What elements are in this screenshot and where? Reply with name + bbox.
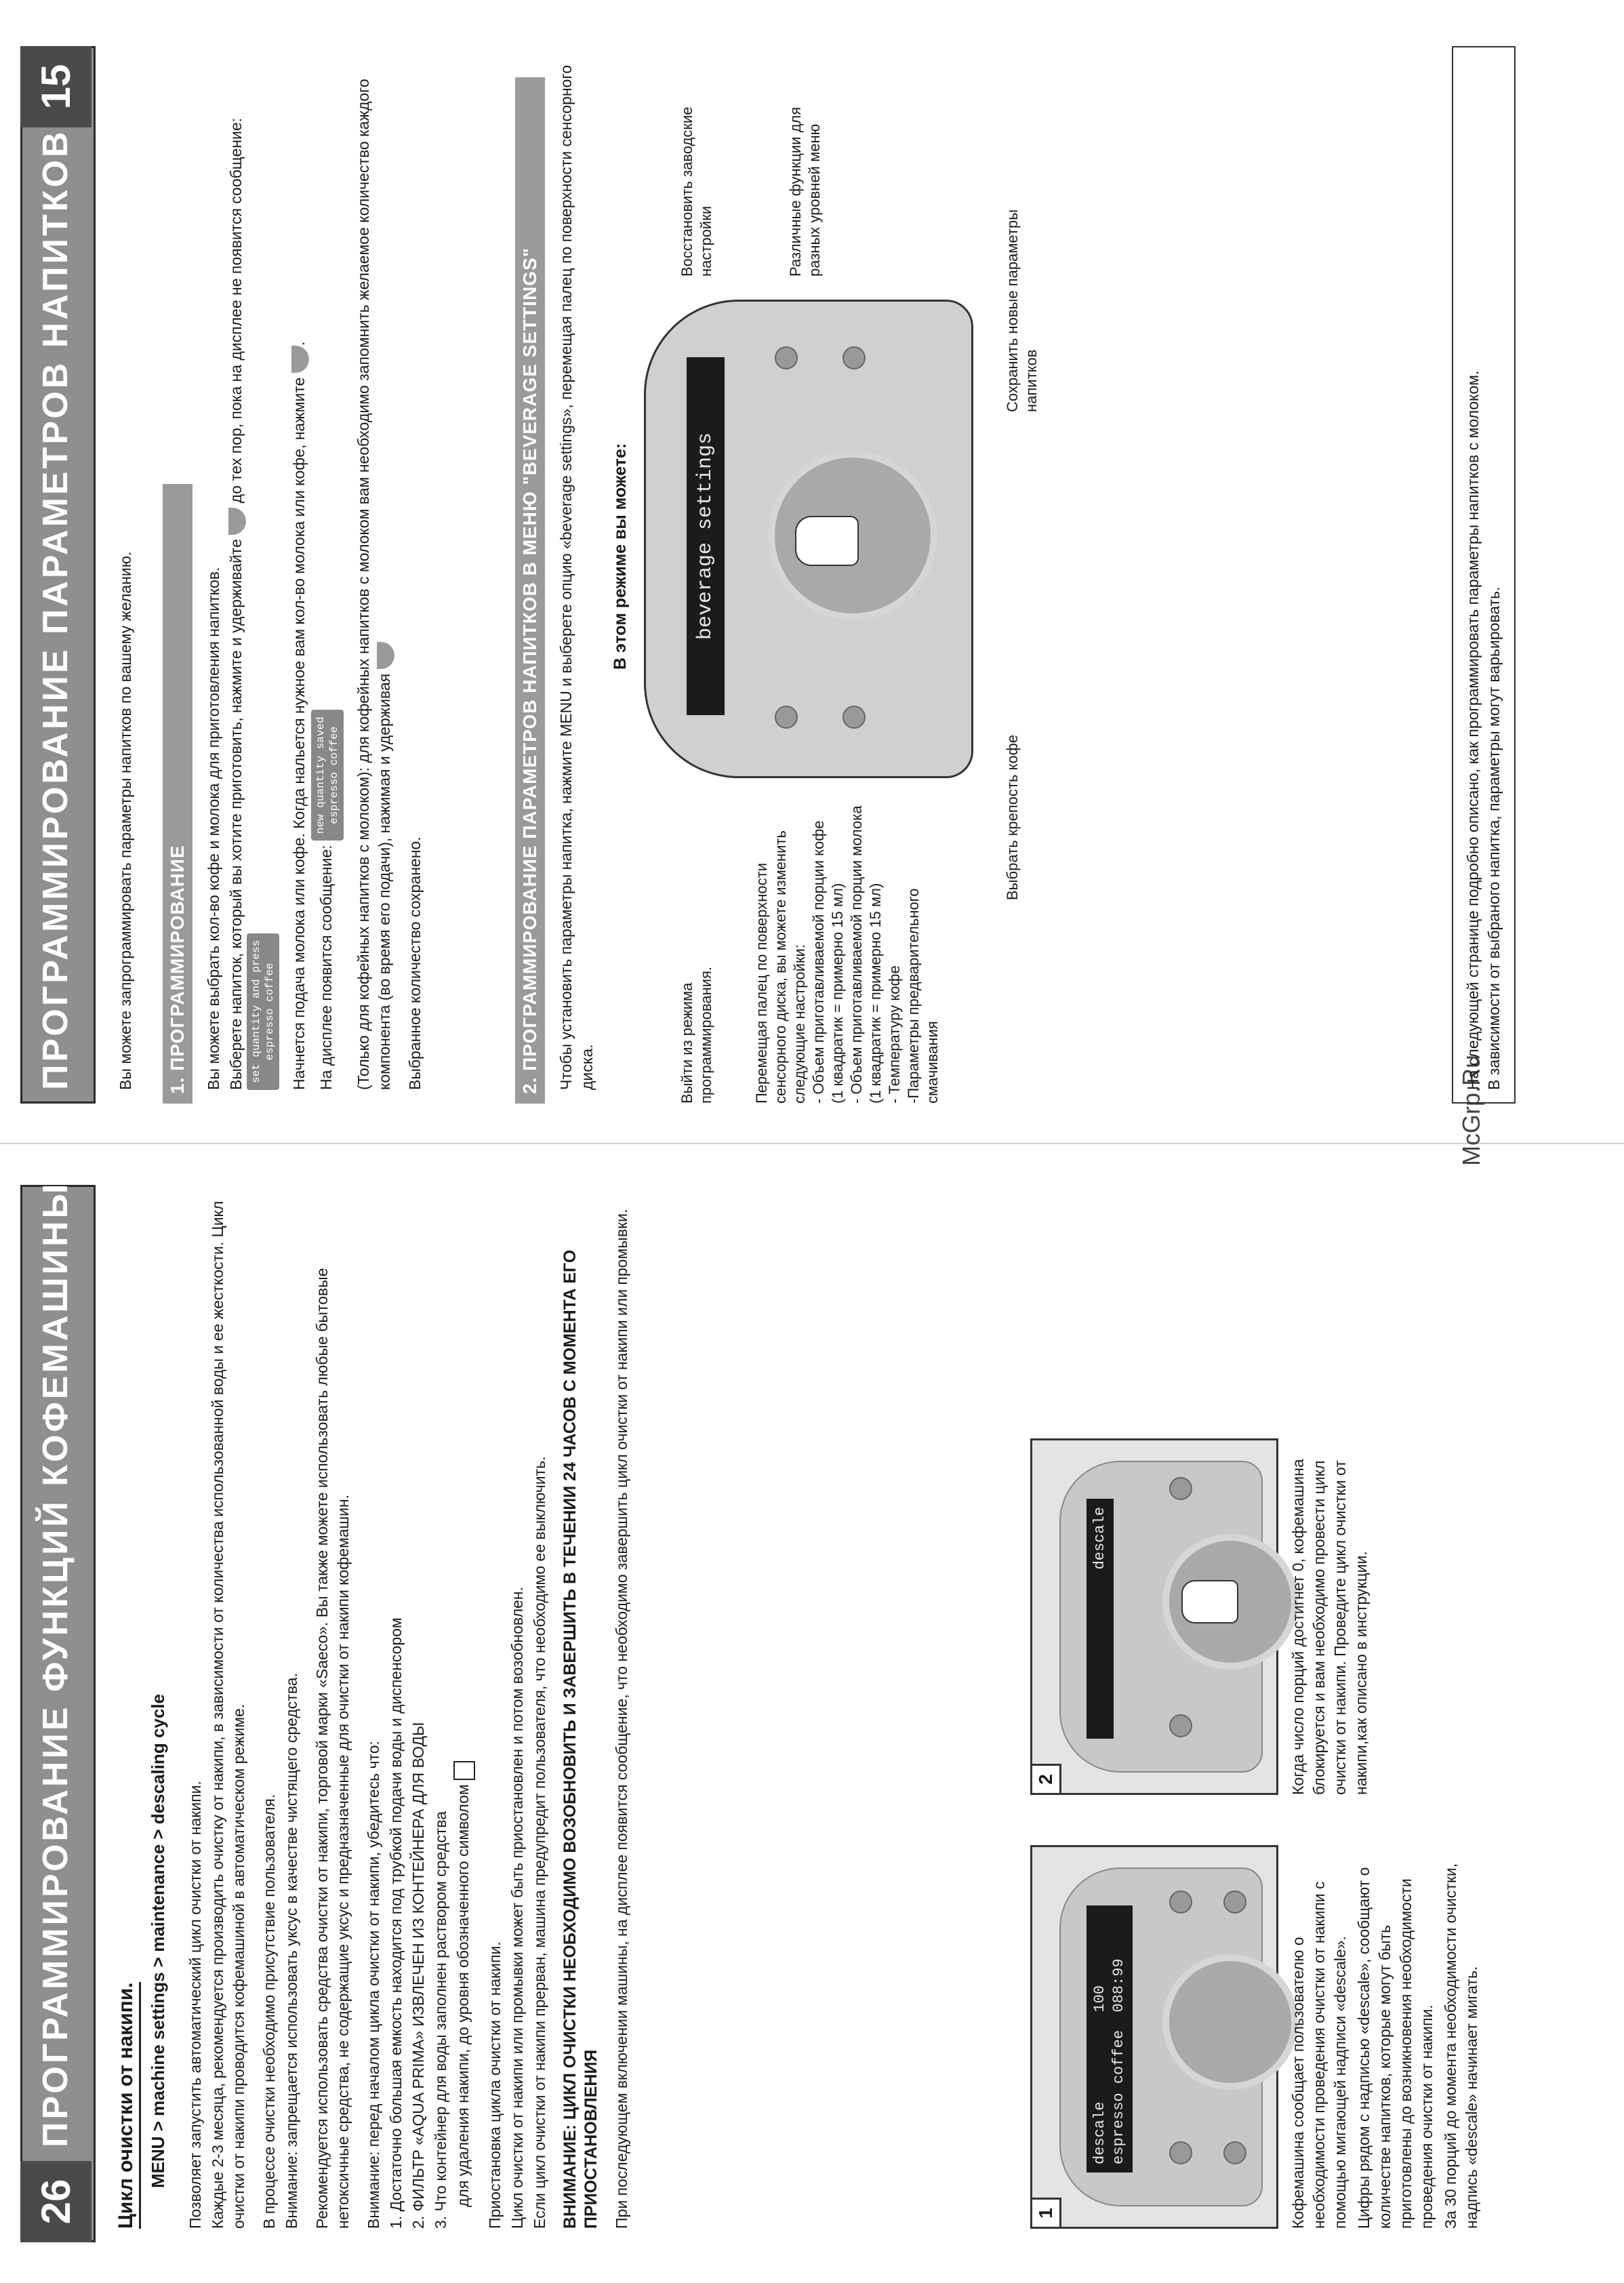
- sec1-line: Вы можете выбрать кол-во кофе и молока для приготовления напитков.: [205, 567, 222, 1090]
- display-screen: [1087, 1499, 1114, 1739]
- descaling-section: [115, 1185, 642, 2229]
- cup-icon: [228, 508, 246, 535]
- sec1-line: Выбранное количество сохранено.: [406, 836, 424, 1090]
- display-message: [311, 710, 344, 841]
- sec1-line: Выберете напиток, который вы хотите приготовить, нажмите и удерживайте до тех пор, пока на дисплее не появится сообщение: set quantity and press espresso coffee: [226, 46, 279, 1090]
- display-line-2: espresso coffee 088:99: [1110, 1958, 1127, 2164]
- callout-exit: Выйти из режима программирования.: [678, 966, 714, 1104]
- display-line-1: descale: [1091, 1507, 1108, 1570]
- section-2-title: 2. ПРОГРАММИРОВАНИЕ ПАРАМЕТРОВ НАПИТКОВ В МЕНЮ "BEVERAGE SETTINGS": [515, 77, 545, 1104]
- panel-button: [1169, 1891, 1192, 1914]
- caption-line: Кофемашина сообщает пользователю о необходимости проведения очистки от накипи с помощью мигающей надписи «descale».: [1289, 1881, 1349, 2229]
- panel-button: [1223, 1891, 1246, 1914]
- callout-strength: Выбрать крепость кофе: [1004, 734, 1021, 900]
- sec1-line: На дисплее появится сообщение: new quantity saved espresso coffee: [311, 46, 344, 1090]
- presence-line-1: В процессе очистки необходимо присутствие пользователя.: [260, 1794, 278, 2229]
- section-2-body: [556, 46, 607, 1090]
- figure-1-caption: [1288, 1849, 1492, 2229]
- pointing-hand-icon: [1181, 1580, 1238, 1623]
- caption-line: Когда число порций достигнет 0, кофемашина блокируется и вам необходимо провести цикл очистки от накипи. Проведите цикл очистки от накипи,как описано в инструкции.: [1289, 1459, 1370, 1795]
- mode-title: В этом режиме вы можете:: [611, 443, 630, 670]
- checklist-item-3: 3. Что контейнер для воды заполнен раствором средства: [432, 1811, 449, 2229]
- caption-line: Цифры рядом с надписью «descale», сообщают о количестве напитков, которые могут быть приготовлены до возникновения необходимости проведения очистки от накипи.: [1355, 1867, 1436, 2229]
- pause-line-2: Цикл очистки от накипи или промывки может быть приостановлен и потом возобновлен.: [508, 1587, 526, 2229]
- panel-button: [1169, 1714, 1192, 1737]
- section-1-body: [203, 46, 435, 1090]
- page-number: 15: [20, 46, 92, 127]
- figure-2: [1030, 1438, 1278, 1795]
- pause-line-3: Если цикл очистки от накипи прерван, машина предупредит пользователя, что необходимо ее выключить.: [530, 1456, 548, 2229]
- note-box: [1452, 46, 1516, 1104]
- presence-line-2: Внимание: запрещается использовать уксус в качестве чистящего средства.: [283, 1673, 300, 2229]
- page-26: [0, 1158, 1624, 2269]
- panel-button: [1169, 2141, 1192, 2164]
- panel-button: [1169, 1477, 1192, 1500]
- warning-text: ВНИМАНИЕ: ЦИКЛ ОЧИСТКИ НЕОБХОДИМО ВОЗОБНОВИТЬ И ЗАВЕРШИТЬ В ТЕЧЕНИИ 24 ЧАСОВ С МОМЕНТА ЕГО ПРИОСТАНОВЛЕНИЯ: [560, 1249, 601, 2229]
- callout-restore: Восстановить заводские настройки: [678, 106, 714, 277]
- cup-icon: [377, 642, 394, 669]
- page-number: 26: [20, 2161, 92, 2242]
- strength-button[interactable]: [843, 706, 866, 729]
- callout-finger: [752, 805, 942, 1104]
- attention-text: Внимание: перед началом цикла очистки от накипи, убедитесь что:: [365, 1741, 382, 2229]
- beverage-settings-diagram: [644, 300, 973, 778]
- intro-line-2: Каждые 2-3 месяца, рекомендуется производить очистку от накипи, в зависимости от количества использованной воды и ее жесткости. Цикл очистки от накипи проводится кофемашиной в автоматическом режиме.: [209, 1200, 247, 2229]
- display-line-1: set quantity and press: [250, 940, 262, 1083]
- sec2-line: Чтобы установить параметры напитка, нажмите MENU и выберете опцию «beverage settings», перемещая палец по поверхности сенсорного диска.: [557, 64, 596, 1090]
- callout-line: (1 квадратик = примерно 15 мл): [829, 883, 846, 1104]
- page-15: [0, 19, 1624, 1131]
- display-line-2: espresso coffee: [264, 963, 276, 1061]
- checklist-item-3-cont: для удаления накипи, до уровня обозначенного символом: [453, 1185, 475, 2229]
- display-line-1: descale 100: [1091, 1985, 1108, 2164]
- page-header-title: ПРОГРАММИРОВАНИЕ ПАРАМЕТРОВ НАПИТКОВ: [36, 129, 75, 1090]
- display-screen: beverage settings: [687, 357, 725, 715]
- callout-line: - Объем приготавливаемой порции кофе: [810, 820, 827, 1104]
- callout-line: - Температуру кофе: [886, 965, 903, 1104]
- display-line-2: espresso coffee: [328, 726, 340, 824]
- note-line: В зависимости от выбраного напитка, параметры могут варьировать.: [1485, 586, 1503, 1090]
- callout-line: -Параметры предварительного смачивания: [905, 888, 941, 1104]
- display-line-1: new quantity saved: [314, 716, 327, 834]
- display-message: [247, 933, 279, 1090]
- callout-save: Сохранить новые параметры напитков: [1004, 209, 1040, 412]
- touch-dial: [1162, 1954, 1298, 2090]
- water-level-icon: [453, 1761, 475, 1780]
- note-line: На следующей странице подробно описано, как программировать параметры напитков с молоком.: [1464, 370, 1482, 1090]
- page-header-title: ПРОГРАММИРОВАНИЕ ФУНКЦИЙ КОФЕМАШИНЫ: [36, 1181, 75, 2147]
- figure-2-caption: [1288, 1442, 1381, 1795]
- intro-line: Вы можете запрограммировать параметры напитков по вашему желанию.: [117, 551, 134, 1090]
- callout-line: (1 квадратик = примерно 15 мл): [867, 883, 884, 1104]
- callout-line: Перемещая палец по поверхности сенсорного диска, вы можете изменить следующие настройки:: [753, 830, 808, 1104]
- menu-path: MENU > machine settings > maintenance > descaling cycle: [148, 1693, 168, 2188]
- section-title: Цикл очистки от накипи.: [115, 1185, 141, 2229]
- figure-number: 2: [1030, 1764, 1061, 1795]
- resume-text: При последующем включении машины, на дисплее появится сообщение, что необходимо завершить цикл очистки от накипи или промывки.: [612, 1209, 630, 2229]
- checklist-item-1: 1. Достаточно большая емкость находится под трубкой подачи воды и диспенсором: [387, 1617, 405, 2229]
- caption-line: За 30 порций до момента необходимости очистки, надпись «descale» начинает мигать.: [1442, 1863, 1480, 2229]
- recommend-text: Рекомендуется использовать средства очистки от накипи, торговой марки «Saeco». Вы также можете использовать любые бытовые нетоксичные средства, не содержащие уксус и предназначенные для очистки от накипи кофемашин.: [313, 1268, 352, 2229]
- figure-1: [1030, 1845, 1278, 2229]
- figure-number: 1: [1030, 2198, 1061, 2229]
- sec1-line: (Только для кофейных напитков с молоком): для кофейных напитков с молоком вам необходимо запомнить желаемое количество каждого компонента (во время его подачи), нажимая и удерживая: [354, 79, 393, 1090]
- section-1-title: 1. ПРОГРАММИРОВАНИЕ: [163, 484, 192, 1104]
- callout-functions: Различные функции для разных уровней меню: [787, 106, 823, 277]
- pointing-hand-icon: [795, 516, 859, 566]
- watermark: McGrp.Ru: [1457, 1054, 1485, 1166]
- panel-button: [1223, 2141, 1246, 2164]
- restore-button[interactable]: [775, 346, 798, 369]
- checklist-item-2: 2. ФИЛЬТР «AQUA PRIMA» ИЗВЛЕЧЕН ИЗ КОНТЕЙНЕРА ДЛЯ ВОДЫ: [409, 1722, 427, 2229]
- exit-button[interactable]: [775, 706, 798, 729]
- display-screen: [1087, 1905, 1133, 2173]
- page-divider: [0, 1143, 1624, 1144]
- sec1-line: Начнется подача молока или кофе. Когда нальется нужное вам кол-во молока или кофе, нажмите .: [290, 341, 308, 1090]
- intro-line-1: Позволяет запустить автоматический цикл очистки от накипи.: [186, 1781, 204, 2229]
- save-button[interactable]: [843, 346, 866, 369]
- callout-line: - Объем приготавливаемой порции молока: [848, 805, 865, 1104]
- cup-icon: [291, 346, 309, 373]
- pause-line-1: Приостановка цикла очистки от накипи.: [485, 1941, 504, 2229]
- intro-text: [115, 46, 146, 1090]
